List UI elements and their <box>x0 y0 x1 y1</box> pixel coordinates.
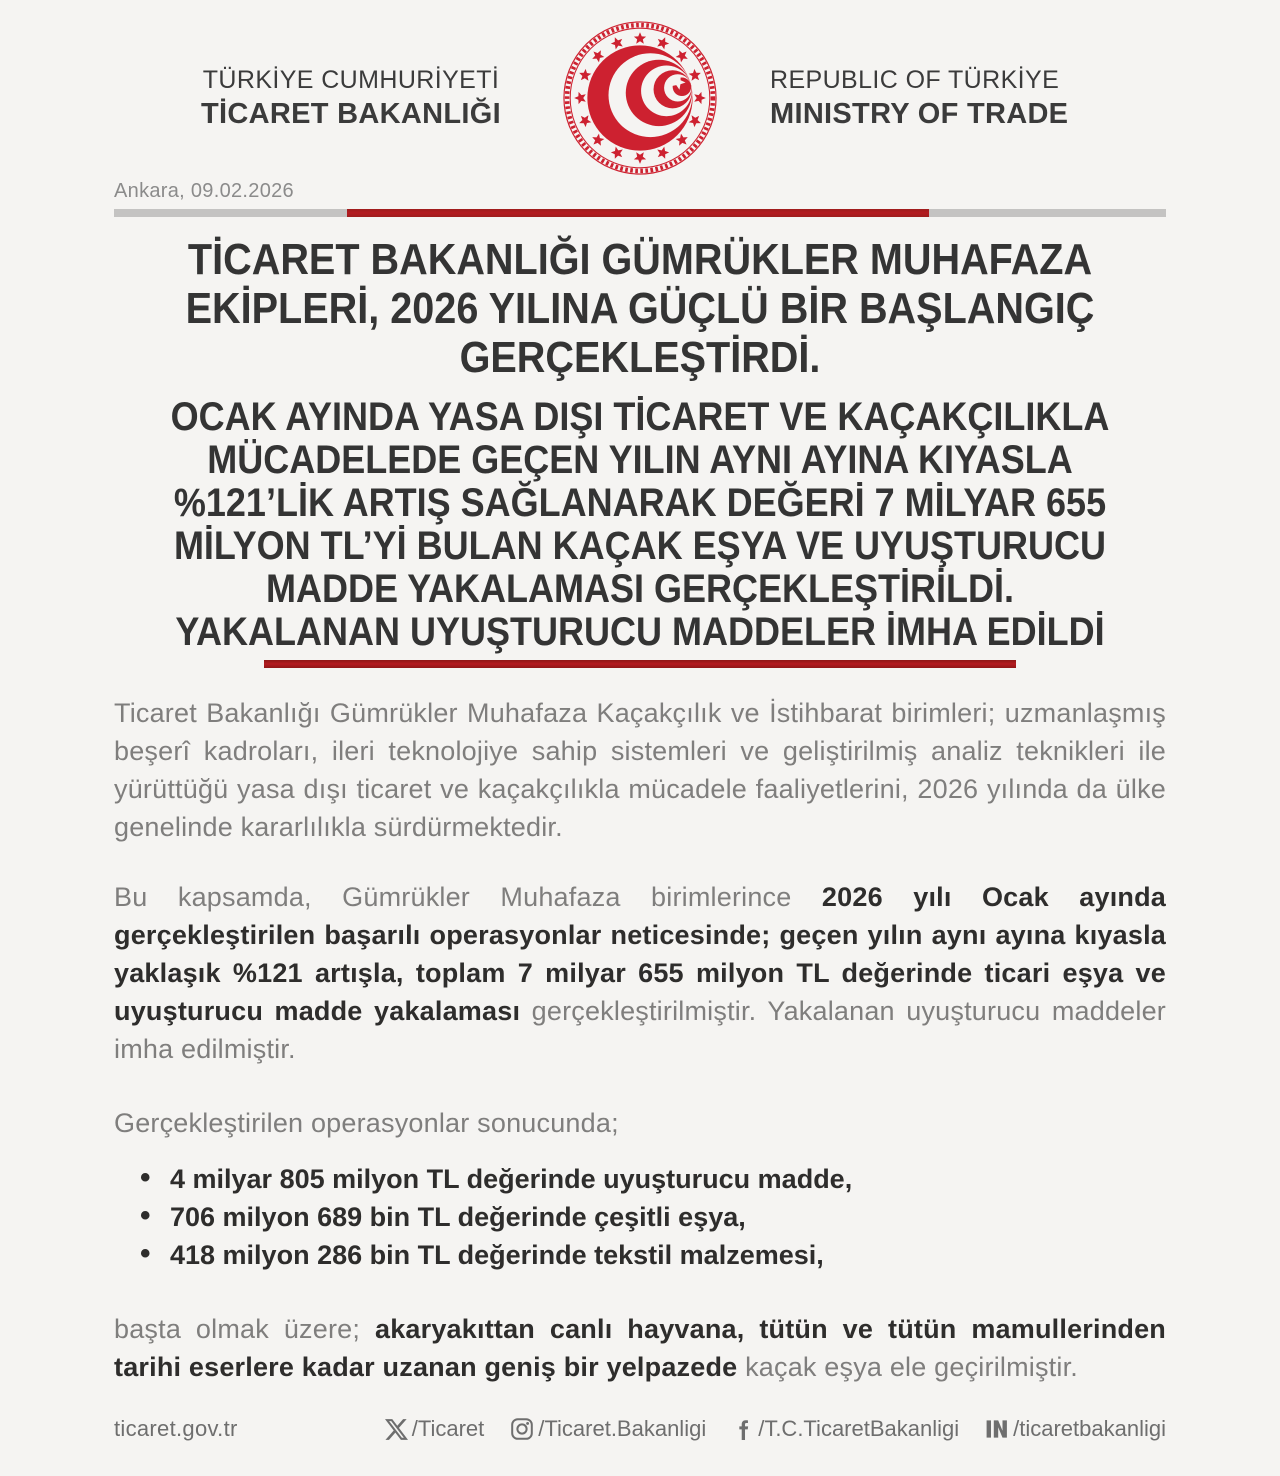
paragraph-operations-lead: Gerçekleştirilen operasyonlar sonucunda; <box>114 1108 619 1138</box>
headline-secondary-line: %121’LİK ARTIŞ SAĞLANARAK DEĞERİ 7 MİLYAR 655 <box>173 481 1107 525</box>
social-link-nsosyal[interactable] <box>985 1416 1166 1442</box>
header-left-title <box>186 64 516 132</box>
paragraph-results-regular: Bu kapsamda, Gümrükler Muhafaza birimlerince <box>114 882 822 912</box>
headline-primary <box>64 235 1216 382</box>
paragraph-closing-regular: başta olmak üzere; <box>114 1314 375 1344</box>
headline-secondary-line: OCAK AYINDA YASA DIŞI TİCARET VE KAÇAKÇILIKLA <box>170 395 1110 439</box>
paragraph-intro: Ticaret Bakanlığı Gümrükler Muhafaza Kaçakçılık ve İstihbarat birimleri; uzmanlaşmış beşerî kadroları, ileri teknolojiye sahip sistemleri ve geliştirilmiş analiz teknikleri ile yürüttüğü yasa dışı ticaret ve kaçakçılıkla mücadele faaliyetlerini, 2026 yılında da ülke genelinde kararlılıkla sürdürmektedir. <box>114 698 1166 842</box>
x-icon <box>385 1418 408 1441</box>
top-divider-bar-red-segment <box>347 209 929 217</box>
social-handle: /Ticaret.Bakanligi <box>538 1416 707 1441</box>
headline-primary-line: EKİPLERİ, 2026 YILINA GÜÇLÜ BİR BAŞLANGIÇ <box>185 284 1095 333</box>
paragraph-results-regular: gerçekleştirilmiştir. Yakalanan uyuşturucu maddeler imha edilmiştir. <box>114 996 1166 1064</box>
paragraph-closing-regular: kaçak eşya ele geçirilmiştir. <box>737 1352 1078 1382</box>
headline-secondary <box>64 396 1216 654</box>
ministry-of-trade-logo <box>562 20 718 176</box>
headline-secondary-line: MADDE YAKALAMASI GERÇEKLEŞTİRİLDİ. <box>265 567 1015 611</box>
list-item-text: 418 milyon 286 bin TL değerinde tekstil malzemesi, <box>170 1240 824 1270</box>
social-handle: /Ticaret <box>411 1416 485 1441</box>
paragraph-results <box>114 878 1166 1068</box>
dateline: Ankara, 09.02.2026 <box>114 180 294 202</box>
header-left-line2: TİCARET BAKANLIĞI <box>201 98 501 130</box>
nsosyal-icon <box>985 1417 1009 1441</box>
social-link-x[interactable] <box>385 1416 485 1442</box>
headline-primary-line: GERÇEKLEŞTİRDİ. <box>459 333 821 382</box>
headline-secondary-line: MİLYON TL’Yİ BULAN KAÇAK EŞYA VE UYUŞTURUCU <box>173 524 1107 568</box>
list-item-text: 706 milyon 689 bin TL değerinde çeşitli eşya, <box>170 1202 746 1232</box>
list-item <box>140 1236 1166 1274</box>
header-right-line2: MINISTRY OF TRADE <box>770 98 1069 130</box>
headline-secondary-line: MÜCADELEDE GEÇEN YILIN AYNI AYINA KIYASLA <box>207 438 1073 482</box>
header <box>0 0 1280 176</box>
website-link[interactable]: ticaret.gov.tr <box>114 1416 238 1441</box>
headline-underline-bar <box>264 660 1016 668</box>
facebook-icon <box>732 1418 754 1440</box>
header-right-line1: REPUBLIC OF TÜRKİYE <box>770 66 1060 94</box>
seizure-list <box>140 1160 1166 1274</box>
header-right-title <box>764 64 1094 132</box>
header-left-line1: TÜRKİYE CUMHURİYETİ <box>202 66 500 94</box>
paragraph-closing <box>114 1310 1166 1386</box>
list-item <box>140 1160 1166 1198</box>
top-divider-bar <box>114 209 1166 217</box>
headline-primary-line: TİCARET BAKANLIĞI GÜMRÜKLER MUHAFAZA <box>187 235 1093 284</box>
list-item <box>140 1198 1166 1236</box>
instagram-icon <box>510 1417 534 1441</box>
social-handle: /T.C.TicaretBakanligi <box>758 1416 960 1441</box>
list-item-text: 4 milyar 805 milyon TL değerinde uyuşturucu madde, <box>170 1164 853 1194</box>
social-handle: /ticaretbakanligi <box>1013 1416 1166 1441</box>
footer <box>114 1416 1166 1442</box>
social-link-instagram[interactable] <box>510 1416 706 1442</box>
social-links <box>385 1416 1166 1442</box>
paragraph-results-bold: 2026 yılı Ocak ayında gerçekleştirilen başarılı operasyonlar neticesinde; geçen yılın aynı ayına kıyasla yaklaşık %121 artışla, toplam 7 milyar 655 milyon TL değerinde ticari eşya ve uyuşturucu madde yakalaması <box>114 882 1167 1026</box>
ministry-emblem-icon <box>562 20 718 176</box>
headline-secondary-line: YAKALANAN UYUŞTURUCU MADDELER İMHA EDİLDİ <box>175 610 1105 654</box>
social-link-facebook[interactable] <box>732 1416 959 1442</box>
paragraph-closing-bold: akaryakıttan canlı hayvana, tütün ve tütün mamullerinden tarihi eserlere kadar uzanan geniş bir yelpazede <box>114 1314 1166 1382</box>
